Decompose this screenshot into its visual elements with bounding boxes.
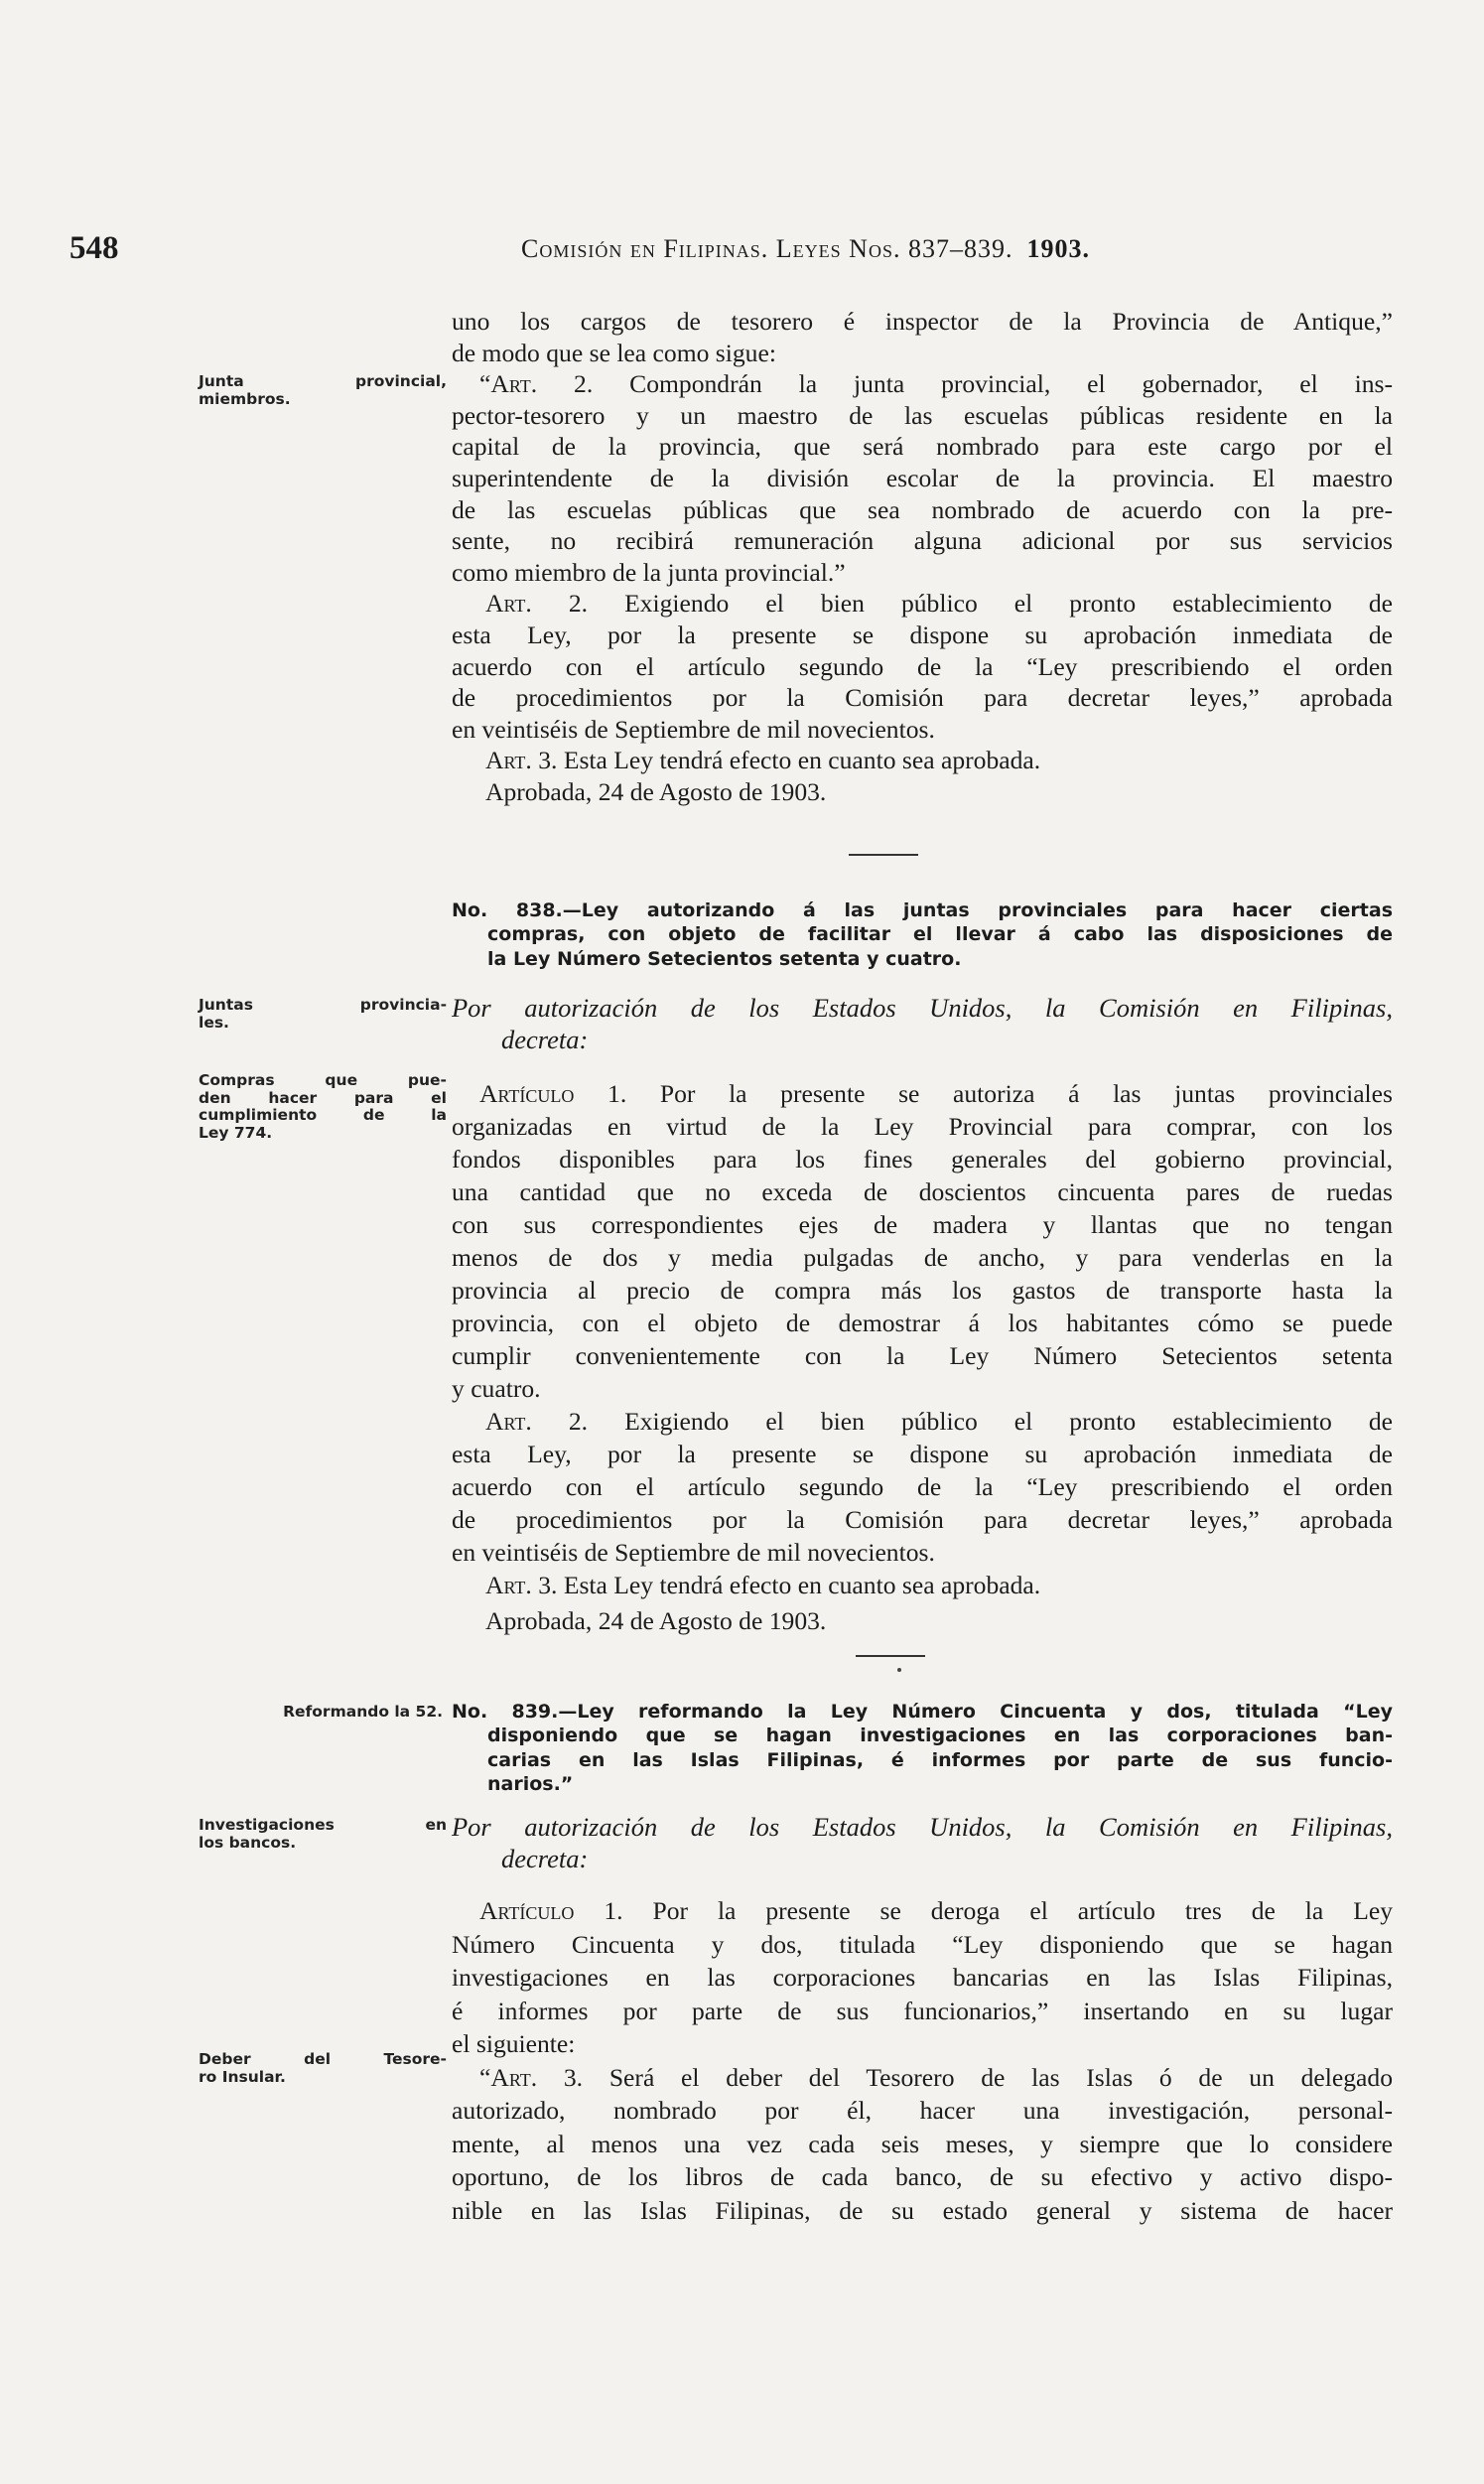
act-title-line: compras, con objeto de facilitar el llevar á cabo las disposiciones de xyxy=(487,923,1393,946)
text-line: nible en las Islas Filipinas, de su estado general y sistema de hacer xyxy=(452,2195,1393,2225)
text-line: de procedimientos por la Comisión para decretar leyes,” aprobada xyxy=(452,1505,1393,1535)
margin-note-investigaciones xyxy=(199,1817,447,1852)
text-line: investigaciones en las corporaciones bancarias en las Islas Filipinas, xyxy=(452,1963,1393,1993)
article-label: “Art. 3. xyxy=(479,2062,584,2092)
text-line: mente, al menos una vez cada seis meses, y siempre que lo considere xyxy=(452,2129,1393,2158)
text-line: menos de dos y media pulgadas de ancho, y para venderlas en la xyxy=(452,1243,1393,1273)
margin-note-line: Deber del Tesore- xyxy=(199,2050,447,2068)
text-line: é informes por parte de sus funcionarios,” insertando en su lugar xyxy=(452,1996,1393,2025)
text-line: provincia al precio de compra más los gastos de transporte hasta la xyxy=(452,1276,1393,1306)
enacting-clause-end: decreta: xyxy=(501,1024,589,1054)
article-line: Art. 3. Esta Ley tendrá efecto en cuanto sea aprobada. xyxy=(485,746,1041,775)
margin-note-line: Reformando la 52. xyxy=(283,1703,443,1721)
enacting-clause: Por autorización de los Estados Unidos, la Comisión en Filipinas, xyxy=(452,1812,1393,1842)
act-838-body xyxy=(452,993,1393,1641)
article-line: Art. 3. Esta Ley tendrá efecto en cuanto sea aprobada. xyxy=(485,1571,1041,1600)
act-837-section xyxy=(452,306,1393,808)
text-line: de modo que se lea como sigue: xyxy=(452,338,776,367)
text-line: acuerdo con el artículo segundo de la “Ley prescribiendo el orden xyxy=(452,1472,1393,1502)
margin-note-line: Investigaciones en xyxy=(199,1816,447,1834)
text-line: con sus correspondientes ejes de madera y llantas que no tengan xyxy=(452,1210,1393,1240)
act-838-section xyxy=(452,898,1393,971)
text-line: capital de la provincia, que será nombrado para este cargo por el xyxy=(452,432,1393,462)
article-label: “Art. 2. xyxy=(479,369,594,399)
text-line: oportuno, de los libros de cada banco, de su efectivo y activo dispo- xyxy=(452,2162,1393,2192)
article-line: “Art. 3. Será el deber del Tesorero de las Islas ó de un delegado xyxy=(479,2062,1393,2092)
approval-date: Aprobada, 24 de Agosto de 1903. xyxy=(485,776,827,806)
text-line: pector-tesorero y un maestro de las escuelas públicas residente en la xyxy=(452,400,1393,430)
act-title-line: disponiendo que se hagan investigaciones en las corporaciones ban- xyxy=(487,1725,1393,1747)
text-line: esta Ley, por la presente se dispone su aprobación inmediata de xyxy=(452,620,1393,649)
text-line: en veintiséis de Septiembre de mil novecientos. xyxy=(452,1538,935,1568)
text-line: como miembro de la junta provincial.” xyxy=(452,557,846,587)
article-line: Art. 2. Exigiendo el bien público el pronto establecimiento de xyxy=(485,1407,1393,1437)
approval-date: Aprobada, 24 de Agosto de 1903. xyxy=(485,1606,827,1636)
section-divider xyxy=(856,1655,925,1657)
text-line: de las escuelas públicas que sea nombrado de acuerdo con la pre- xyxy=(452,494,1393,524)
article-label: Artículo 1. xyxy=(479,1896,623,1926)
article-label: Art. 2. xyxy=(485,1407,589,1437)
act-839-body xyxy=(452,1812,1393,2227)
article-label: Art. 2. xyxy=(485,589,589,619)
act-title-line: narios.” xyxy=(487,1773,574,1796)
text-line: acuerdo con el artículo segundo de la “Ley prescribiendo el orden xyxy=(452,651,1393,681)
margin-note-line: Junta provincial, xyxy=(199,372,447,390)
article-line: Artículo 1. Por la presente se deroga el artículo tres de la Ley xyxy=(479,1896,1393,1926)
margin-note-line: cumplimiento de la xyxy=(199,1106,447,1124)
text-line: sente, no recibirá remuneración alguna adicional por sus servicios xyxy=(452,526,1393,556)
margin-note-line: miembros. xyxy=(199,389,291,408)
margin-note-compras xyxy=(199,1072,447,1142)
margin-note-line: Compras que pue- xyxy=(199,1071,447,1089)
text-line: provincia, con el objeto de demostrar á los habitantes cómo se puede xyxy=(452,1309,1393,1338)
margin-note-juntas-provinciales xyxy=(199,997,447,1032)
text-line: esta Ley, por la presente se dispone su aprobación inmediata de xyxy=(452,1440,1393,1469)
text-line: una cantidad que no exceda de doscientos cincuenta pares de ruedas xyxy=(452,1177,1393,1207)
enacting-clause-end: decreta: xyxy=(501,1843,589,1873)
act-839-section xyxy=(452,1700,1393,1797)
margin-note-reformando xyxy=(199,1704,443,1722)
act-title-line: No. 839.—Ley reformando la Ley Número Cincuenta y dos, titulada “Ley xyxy=(452,1701,1393,1723)
page-number: 548 xyxy=(69,230,119,266)
section-divider xyxy=(849,854,918,856)
text-line: autorizado, nombrado por él, hacer una investigación, personal- xyxy=(452,2096,1393,2126)
article-line: Art. 2. Exigiendo el bien público el pronto establecimiento de xyxy=(485,589,1393,619)
article-line: Artículo 1. Por la presente se autoriza á las juntas provinciales xyxy=(479,1079,1393,1109)
text-line: organizadas en virtud de la Ley Provincial para comprar, con los xyxy=(452,1112,1393,1142)
article-label: Art. 3. xyxy=(485,1571,558,1600)
text-line: uno los cargos de tesorero é inspector de la Provincia de Antique,” xyxy=(452,307,1393,336)
text-line: fondos disponibles para los fines generales del gobierno provincial, xyxy=(452,1145,1393,1174)
enacting-clause: Por autorización de los Estados Unidos, la Comisión en Filipinas, xyxy=(452,993,1393,1023)
margin-note-line: les. xyxy=(199,1013,229,1032)
article-label: Art. 3. xyxy=(485,746,558,775)
margin-note-deber-tesorero xyxy=(199,2051,447,2086)
act-title-line: No. 838.—Ley autorizando á las juntas provinciales para hacer ciertas xyxy=(452,899,1393,921)
act-title-line: carias en las Islas Filipinas, é informes por parte de sus funcio- xyxy=(487,1748,1393,1771)
article-label: Artículo 1. xyxy=(479,1079,627,1109)
print-speck xyxy=(897,1668,901,1672)
text-line: de procedimientos por la Comisión para decretar leyes,” aprobada xyxy=(452,683,1393,713)
text-line: y cuatro. xyxy=(452,1374,541,1404)
margin-note-junta-miembros xyxy=(199,373,447,408)
running-head-year: 1903. xyxy=(1026,234,1090,263)
text-line: Número Cincuenta y dos, titulada “Ley disponiendo que se hagan xyxy=(452,1929,1393,1959)
margin-note-line: Juntas provincia- xyxy=(199,996,447,1014)
article-line: “Art. 2. Compondrán la junta provincial, el gobernador, el ins- xyxy=(479,369,1393,399)
text-line: en veintiséis de Septiembre de mil novecientos. xyxy=(452,714,935,744)
running-head xyxy=(521,234,1090,264)
text-line: superintendente de la división escolar de la provincia. El maestro xyxy=(452,463,1393,492)
margin-note-line: los bancos. xyxy=(199,1833,297,1852)
margin-note-line: ro Insular. xyxy=(199,2067,286,2086)
page-header xyxy=(69,230,1310,270)
text-line: cumplir convenientemente con la Ley Número Setecientos setenta xyxy=(452,1341,1393,1371)
margin-note-line: den hacer para el xyxy=(199,1088,447,1107)
margin-note-line: Ley 774. xyxy=(199,1123,273,1142)
text-line: el siguiente: xyxy=(452,2029,576,2059)
running-head-text: Comisión en Filipinas. Leyes Nos. 837–839. xyxy=(521,234,1013,263)
act-title-line: la Ley Número Setecientos setenta y cuatro. xyxy=(487,947,962,970)
